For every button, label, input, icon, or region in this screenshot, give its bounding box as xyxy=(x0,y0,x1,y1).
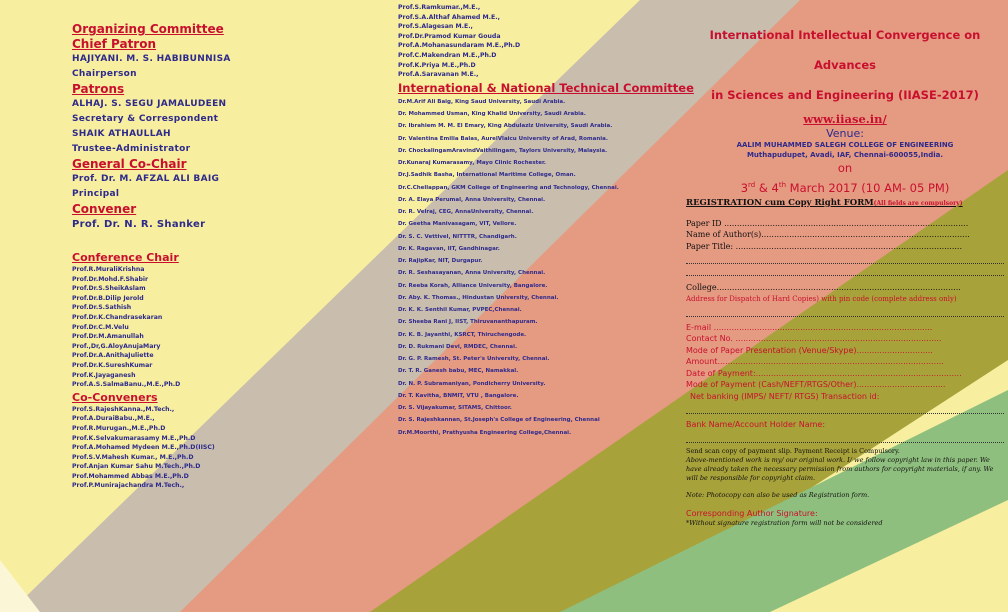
college-name: AALIM MUHAMMED SALEGH COLLEGE OF ENGINEERING xyxy=(736,141,954,149)
paper-title-line-2[interactable] xyxy=(686,252,1004,264)
list-item: Dr.Kunaraj Kumarasamy, Mayo Clinic Rochester. xyxy=(398,160,546,166)
patron1-name: ALHAJ. S. SEGU JAMALUDEEN xyxy=(72,99,227,109)
payment-date-field[interactable]: Date of Payment:................................................................................. xyxy=(686,368,962,378)
patrons-title: Patrons xyxy=(72,82,125,96)
payment-mode-field[interactable]: Mode of Payment (Cash/NEFT/RTGS/Other)................................... xyxy=(686,380,946,390)
list-item: Dr. D. Rukmani Devi, RMDEC, Chennai. xyxy=(398,343,518,350)
list-item: Prof.A.Saravanan M.E., xyxy=(398,71,479,79)
list-item: Dr. Geetha Manivasagam, VIT, Vellore. xyxy=(398,221,517,228)
list-item: Prof.A.Mohamed Mydeen M.E.,Ph.D(IISC) xyxy=(72,444,215,452)
transaction-id-field[interactable]: Net banking (IMPS/ NEFT/ RTGS) Transaction id: xyxy=(690,391,880,401)
list-item: Prof.Dr.B.Dilip Jerold xyxy=(72,294,144,302)
list-item: Prof.Mohammed Abbas M.E.,Ph.D xyxy=(72,472,189,480)
college-field[interactable]: College................................................................................................ xyxy=(686,283,961,293)
list-item: Dr. S. Rajeshkannan, St.Joseph's College of Engineering, Chennai xyxy=(398,417,600,424)
address-line-2[interactable] xyxy=(686,305,1004,317)
paper-title-field[interactable]: Paper Title: ......................................................................................... xyxy=(686,241,962,251)
conference-title-line2: in Sciences and Engineering (IIASE-2017) xyxy=(711,88,979,102)
list-item: Dr. ChockalingamAravindVaithilingam, Taylors University, Malaysia. xyxy=(398,147,608,154)
list-item: Prof.A.DuraiBabu.,M.E., xyxy=(72,415,155,423)
registration-form-title xyxy=(686,197,1004,210)
list-item: Prof.A.Mohanasundaram M.E.,Ph.D xyxy=(398,42,521,50)
list-item: Prof.K.Jayaganesh xyxy=(72,371,136,379)
list-item: Dr. K. Ragavan, IIT, Gandhinagar. xyxy=(398,245,500,252)
list-item: Dr.J.Sadhik Basha, International Maritime College, Oman. xyxy=(398,172,576,179)
list-item: Prof.P.Munirajachandra M.Tech., xyxy=(72,482,185,490)
signature-field[interactable]: Corresponding Author Signature: xyxy=(686,508,818,518)
patron2-name: SHAIK ATHAULLAH xyxy=(72,129,171,139)
organizing-committee-title: Organizing Committee xyxy=(72,22,224,36)
payment-slip-note: Send scan copy of payment slip. Payment Receipt is Compulsory. xyxy=(686,446,900,455)
presentation-mode-field[interactable]: Mode of Paper Presentation (Venue/Skype).............................. xyxy=(686,345,933,355)
list-item: Dr. Mohammed Usman, King Khalid University, Saudi Arabia. xyxy=(398,111,586,117)
chief-patron-name: HAJIYANI. M. S. HABIBUNNISA xyxy=(72,54,231,64)
list-item: Dr. Sheeba Rani J, IIST, Thiruvananthapuram. xyxy=(398,319,538,326)
registration-title-text: REGISTRATION cum Copy Right FORM xyxy=(686,197,874,208)
contact-field[interactable]: Contact No. ................................................................................. xyxy=(686,334,942,344)
list-item: Prof.A.S.SalmaBanu.,M.E.,Ph.D xyxy=(72,381,181,389)
on-label: on xyxy=(837,161,853,175)
technical-committee-column xyxy=(398,3,698,439)
author-name-field[interactable]: Name of Author(s).................................................................................. xyxy=(686,230,970,240)
list-item: Prof.K.Priya M.E.,Ph.D xyxy=(398,61,476,69)
conference-chair-list xyxy=(72,265,372,390)
patron1-role: Secretary & Correspondent xyxy=(72,114,219,124)
registration-form-column xyxy=(686,20,1004,528)
list-item: Prof.S.A.Althaf Ahamed M.E., xyxy=(398,13,500,21)
address-field[interactable]: Address for Dispatch of Hard Copies) with pin code (complete address only) xyxy=(686,294,957,303)
co-conveners-list xyxy=(72,405,372,491)
list-item: Prof.Dr.S.SheikAslam xyxy=(72,285,146,293)
list-item: Prof.,Dr,G.AloyAnujaMary xyxy=(72,342,161,350)
list-item: Prof.S.RajeshKanna.,M.Tech., xyxy=(72,405,175,413)
convener-title: Convener xyxy=(72,202,137,216)
paper-id-field[interactable]: Paper ID ................................................................................................ xyxy=(686,218,969,228)
technical-committee-title: International & National Technical Committee xyxy=(398,80,694,95)
list-item: Dr. G. P. Ramesh, St. Peter's University, Chennai. xyxy=(398,356,550,362)
list-item: Dr. T. Kavitha, BNMIT, VTU , Bangalore. xyxy=(398,392,519,399)
registration-compulsory-note: (All fields are compulsory) xyxy=(873,199,963,207)
email-field[interactable]: E-mail ...................................................................................... xyxy=(686,322,933,332)
organizing-committee-column xyxy=(72,22,372,491)
list-item: Dr. N. P. Subramaniyan, Pondicherry University. xyxy=(398,380,546,387)
chief-patron-role: Chairperson xyxy=(72,69,137,79)
copyright-declaration: Above-mentioned work is my/ our original work. I/ we follow copyright law in this paper. We have already taken the necessary permission from authors for copyright materials, if any. We will be responsible for copyright claim. xyxy=(686,455,994,482)
list-item: Prof.Dr.M.Amanullah xyxy=(72,333,144,341)
list-item: Dr. R. Velraj, CEG, AnnaUniversity, Chennai. xyxy=(398,209,534,215)
bank-name-field[interactable]: Bank Name/Account Holder Name: xyxy=(686,420,826,430)
white-gap xyxy=(0,560,40,612)
college-address: Muthapudupet, Avadi, IAF, Chennai-600055,India. xyxy=(746,151,944,159)
list-item: Prof.Dr.K.Chandrasekaran xyxy=(72,313,163,321)
list-item: Dr. S. Vijayakumar, SITAMS, Chittoor. xyxy=(398,405,512,411)
photocopy-note: Note: Photocopy can also be used as Registration form. xyxy=(686,490,870,499)
list-item: Dr.C.Chellappan, GKM College of Engineering and Technology, Chennai. xyxy=(398,184,619,191)
list-item: Prof.S.Ramkumar.,M.E., xyxy=(398,4,481,11)
co-conveners-title: Co-Conveners xyxy=(72,390,158,404)
list-item: Prof.R.Murugan.,M.E.,Ph.D xyxy=(72,424,166,432)
patron2-role: Trustee-Administrator xyxy=(72,144,191,154)
list-item: Dr. Reeba Korah, Alliance University, Bangalore. xyxy=(398,282,548,289)
website-link[interactable]: www.iiase.in/ xyxy=(803,112,887,126)
chief-patron-title: Chief Patron xyxy=(72,37,157,51)
transaction-id-line[interactable] xyxy=(686,402,1004,414)
list-item: Dr. RajipKar, NIT, Durgapur. xyxy=(398,258,483,264)
general-cochair-name: Prof. Dr. M. AFZAL ALI BAIG xyxy=(72,174,220,184)
event-date: 3rd & 4th March 2017 (10 AM- 05 PM) xyxy=(740,180,950,195)
list-item: Prof.Dr.C.M.Velu xyxy=(72,323,129,331)
general-cochair-role: Principal xyxy=(72,189,120,199)
convener-name: Prof. Dr. N. R. Shanker xyxy=(72,219,206,230)
list-item: Prof.Anjan Kumar Sahu M.Tech.,Ph.D xyxy=(72,463,201,471)
list-item: Prof.S.V.Mahesh Kumar., M.E.,Ph.D xyxy=(72,453,194,461)
list-item: Dr. S. C. Vettivel, NITTTR, Chandigarh. xyxy=(398,233,517,240)
signature-note: *Without signature registration form will not be considered xyxy=(686,519,883,528)
list-item: Dr.M.Arif Ali Baig, King Saud University, Saudi Arabia. xyxy=(398,98,566,105)
amount-field[interactable]: Amount......................................................................................... xyxy=(686,357,944,367)
list-item: Dr. K. B. Jayanthi, KSRCT, Thiruchengode. xyxy=(398,331,527,338)
continued-members-list xyxy=(398,3,698,80)
conference-title-line1: International Intellectual Convergence on Advances xyxy=(709,28,981,72)
general-cochair-title: General Co-Chair xyxy=(72,157,187,171)
list-item: Dr. K. K. Senthil Kumar, PVPEC,Chennai. xyxy=(398,307,522,313)
list-item: Prof.Dr.Pramod Kumar Gouda xyxy=(398,32,501,40)
list-item: Dr. A. Elaya Perumal, Anna University, Chennai. xyxy=(398,196,546,203)
technical-committee-list xyxy=(398,96,698,439)
list-item: Dr.M.Moorthi, Prathyusha Engineering College,Chennai. xyxy=(398,429,572,436)
list-item: Prof.S.Alagesan M.E., xyxy=(398,23,473,31)
conference-chair-title: Conference Chair xyxy=(72,251,179,264)
list-item: Dr. T. R. Ganesh babu, MEC, Namakkal. xyxy=(398,368,519,375)
list-item: Prof.C.Makendran M.E.,Ph.D xyxy=(398,51,497,59)
list-item: Prof.Dr.A.AnithaJuliette xyxy=(72,352,154,360)
list-item: Dr. Valentina Emilia Balas, AurelVlaicu University of Arad, Romania. xyxy=(398,135,608,142)
list-item: Prof.Dr.Mohd.F.Shabir xyxy=(72,275,149,283)
list-item: Prof.K.Selvakumarasamy M.E.,Ph.D xyxy=(72,434,196,442)
list-item: Prof.Dr.S.Sathish xyxy=(72,304,132,312)
list-item: Dr. R. Seshasayanan, Anna University, Chennai. xyxy=(398,270,546,277)
list-item: Prof.Dr.K.SureshKumar xyxy=(72,361,153,369)
bank-name-line[interactable] xyxy=(686,431,1004,443)
list-item: Dr. Ibrahiem M. M. El Emary, King Abdulaziz University, Saudi Arabia. xyxy=(398,123,613,130)
paper-title-line-3[interactable] xyxy=(686,264,1004,276)
list-item: Dr. Aby. K. Thomas., Hindustan University, Chennai. xyxy=(398,294,559,301)
list-item: Prof.R.MuraliKrishna xyxy=(72,266,145,273)
venue-label: Venue: xyxy=(826,127,864,140)
